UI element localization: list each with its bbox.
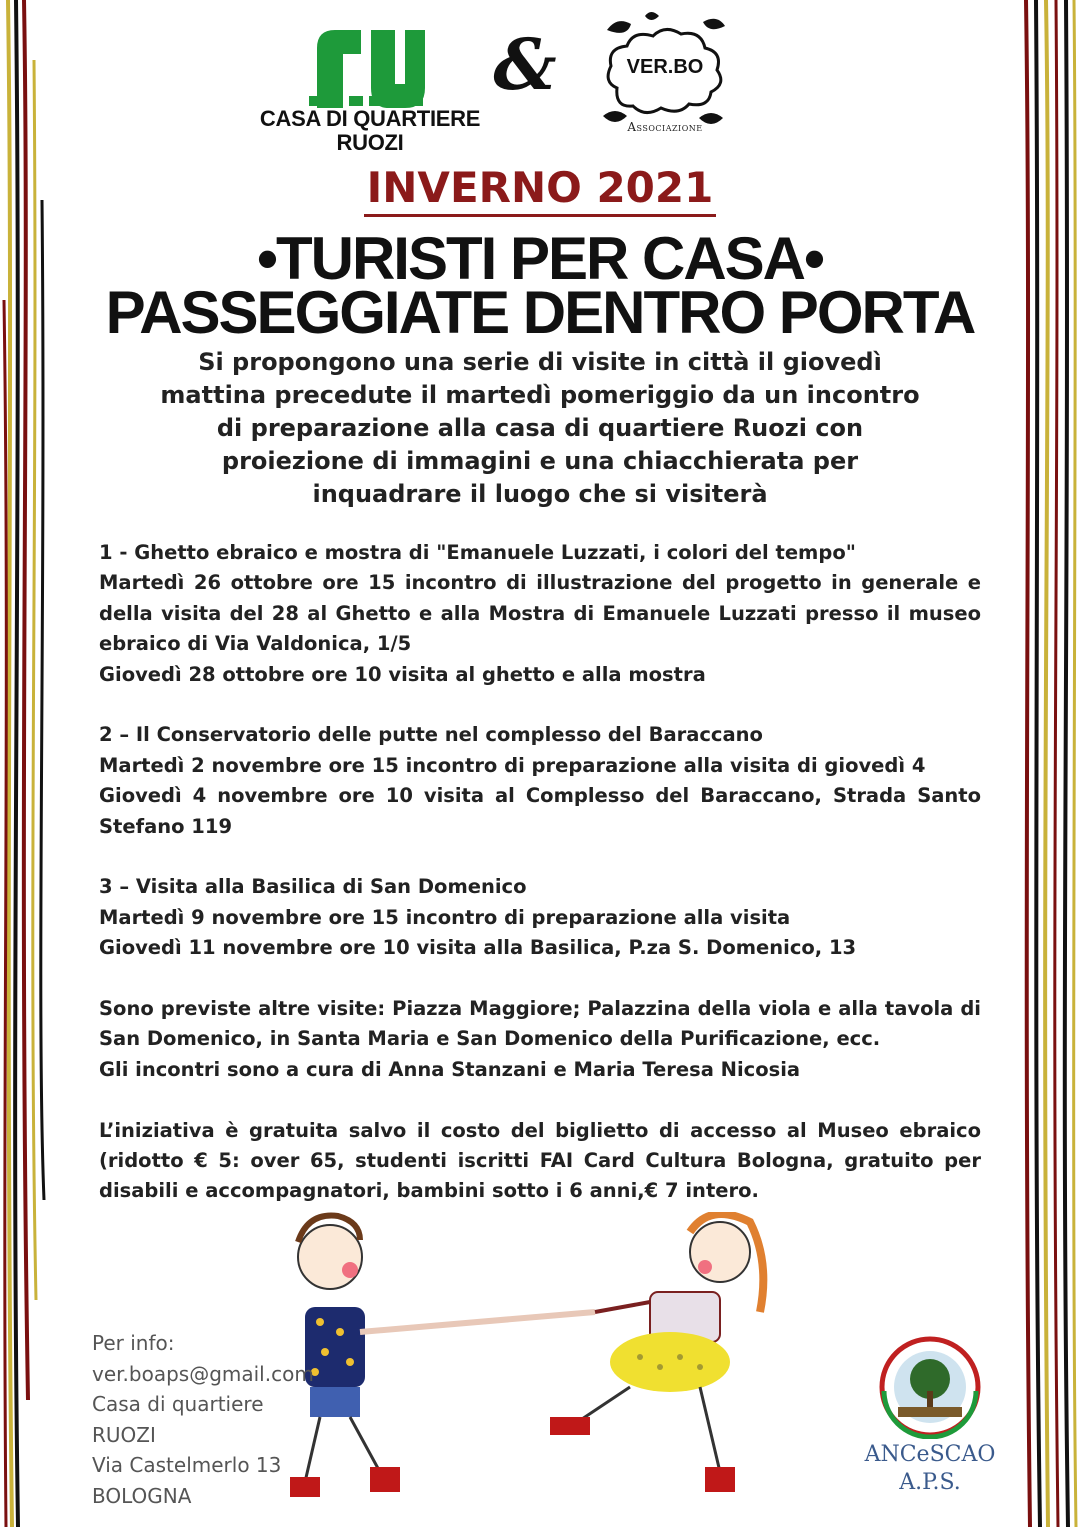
- info-place-line2: RUOZI: [92, 1422, 156, 1447]
- info-place-line1: Casa di quartiere: [92, 1392, 264, 1416]
- info-address: Via Castelmerlo 13: [92, 1453, 282, 1477]
- ancescao-tree-icon: [878, 1335, 982, 1439]
- visit-2-details: Martedì 2 novembre ore 15 incontro di preparazione alla visita di giovedì 4: [99, 753, 926, 777]
- curators-note: Gli incontri sono a cura di Anna Stanzani e Maria Teresa Nicosia: [99, 1057, 801, 1081]
- ancescao-subtitle: A.P.S.: [899, 1470, 961, 1495]
- ru-logo-line2: RUOZI: [336, 130, 404, 155]
- intro-paragraph: Si propongono una serie di visite in città il giovedì mattina precedute il martedì pomeriggio da un incontro di preparazione alla casa di quartiere Ruozi con proiezione di immagini e una chiacchierata per inquadrare il luogo che si visiterà: [160, 348, 920, 508]
- ampersand: &: [493, 23, 557, 106]
- info-city: BOLOGNA: [92, 1483, 192, 1508]
- season-heading: [0, 163, 1080, 212]
- title-line-2: PASSEGGIATE DENTRO PORTA: [105, 279, 975, 346]
- visit-3-details: Martedì 9 novembre ore 15 incontro di preparazione alla visita: [99, 905, 791, 929]
- info-label: Per info:: [92, 1331, 175, 1355]
- visits-body: [99, 538, 981, 1207]
- season-text: INVERNO 2021: [364, 163, 717, 217]
- ru-logo: [255, 18, 485, 158]
- visit-1-details: Martedì 26 ottobre ore 15 incontro di illustrazione del progetto in generale e della visita del 28 al Ghetto e alla Mostra di Emanuele Luzzati presso il museo ebraico di Via Valdonica, 1/5: [99, 571, 981, 656]
- cost-note: L’iniziativa è gratuita salvo il costo del biglietto di accesso al Museo ebraico (ridotto € 5: over 65, studenti iscritti FAI Card Cultura Bologna, gratuito per disabili e accompagnatori, bambini sotto i 6 anni,€ 7 intero.: [99, 1118, 981, 1203]
- verbo-logo-subtitle: Associazione: [627, 120, 703, 134]
- ancescao-logo: [860, 1330, 1000, 1500]
- ancescao-name: ANCeSCAO: [864, 1442, 996, 1467]
- verbo-logo-name: VER.BO: [626, 56, 704, 78]
- visit-1-heading: 1 - Ghetto ebraico e mostra di "Emanuele Luzzati, i colori del tempo": [99, 541, 856, 564]
- visit-3-heading: 3 – Visita alla Basilica di San Domenico: [99, 875, 527, 899]
- contact-info: [92, 1328, 314, 1511]
- ru-logo-mark: [309, 18, 429, 118]
- title-line-1: •TURISTI PER CASA•: [256, 225, 824, 292]
- visit-2-heading: 2 – Il Conservatorio delle putte nel complesso del Baraccano: [99, 723, 763, 747]
- children-tug-of-war-illustration: [250, 1212, 810, 1527]
- info-email-link[interactable]: ver.boaps@gmail.com: [92, 1361, 314, 1386]
- visit-2-date: Giovedì 4 novembre ore 10 visita al Complesso del Baraccano, Strada Santo Stefano 119: [99, 784, 981, 838]
- visit-1-date: Giovedì 28 ottobre ore 10 visita al ghetto e alla mostra: [99, 662, 706, 686]
- ru-logo-line1: CASA DI QUARTIERE: [259, 106, 481, 131]
- verbo-logo: [585, 8, 745, 148]
- other-visits: Sono previste altre visite: Piazza Maggiore; Palazzina della viola e alla tavola di San Domenico, in Santa Maria e San Domenico della Purificazione, ecc.: [99, 997, 981, 1051]
- visit-3-date: Giovedì 11 novembre ore 10 visita alla Basilica, P.za S. Domenico, 13: [99, 936, 857, 960]
